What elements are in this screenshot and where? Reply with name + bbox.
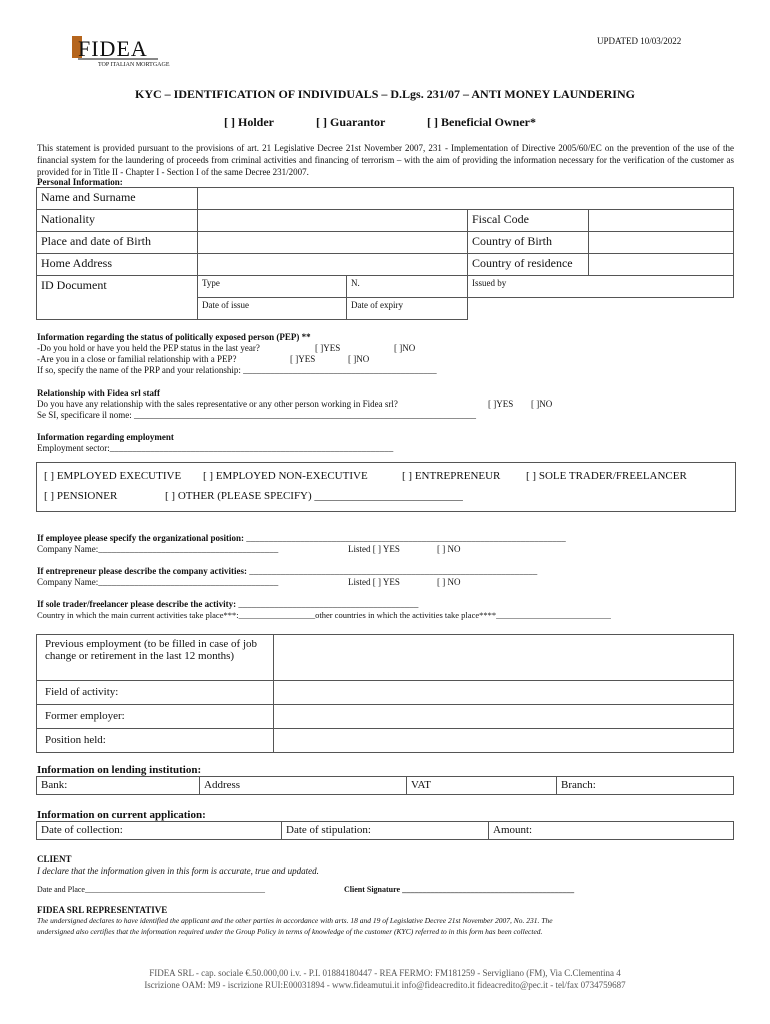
amount-field[interactable] (489, 822, 734, 840)
option-other[interactable]: [ ] OTHER (PLEASE SPECIFY) ___________________________ (165, 490, 463, 502)
relationship-yes[interactable]: [ ]YES (488, 399, 514, 409)
pep-q2-no[interactable]: [ ]NO (348, 354, 370, 364)
date-expiry-field[interactable] (347, 298, 468, 320)
id-type-field[interactable] (198, 276, 347, 298)
employee-position-line[interactable]: _______________________________________________________________________ (246, 533, 566, 543)
rep-heading: FIDEA SRL REPRESENTATIVE (37, 905, 168, 915)
lending-heading: Information on lending institution: (37, 764, 202, 776)
option-entrepreneur[interactable]: [ ] ENTREPRENEUR (402, 470, 501, 482)
address-field[interactable] (198, 254, 468, 276)
branch-label: Branch: (561, 779, 596, 791)
nationality-label: Nationality (37, 210, 198, 232)
former-employer-field[interactable] (274, 705, 734, 729)
footer-line-1: FIDEA SRL - cap. sociale €.50.000,00 i.v. - P.I. 01884180447 - REA FERMO: FM181259 - Servigliano (FM), Via C.Clementina 4 (149, 968, 621, 978)
id-doc-label: ID Document (37, 276, 198, 320)
previous-label: Previous employment (to be filled in case of job change or retirement in the last 12 months) (37, 635, 274, 681)
position-held-label: Position held: (37, 729, 274, 753)
pep-q2: -Are you in a close or familial relationship with a PEP? (37, 354, 237, 364)
address-label: Home Address (37, 254, 198, 276)
application-table (36, 821, 734, 840)
stipulation-label: Date of stipulation: (286, 824, 371, 836)
pep-q1: -Do you hold or have you held the PEP status in the last year? (37, 343, 260, 353)
id-number-field[interactable] (347, 276, 468, 298)
date-issue-field[interactable] (198, 298, 347, 320)
entrepreneur-heading: If entrepreneur please describe the company activities: (37, 566, 247, 576)
field-activity-label: Field of activity: (37, 681, 274, 705)
role-holder[interactable]: [ ] Holder (224, 115, 274, 129)
page-title: KYC – IDENTIFICATION OF INDIVIDUALS – D.Lgs. 231/07 – ANTI MONEY LAUNDERING (135, 87, 635, 101)
relationship-specify[interactable]: Se SI, specificare il nome: ____________________________________________________________________________ (37, 410, 476, 420)
country-res-field[interactable] (589, 254, 734, 276)
employee-heading: If employee please specify the organizational position: (37, 533, 244, 543)
fidea-logo (72, 34, 170, 68)
role-guarantor[interactable]: [ ] Guarantor (316, 115, 386, 129)
vat-label: VAT (411, 779, 431, 791)
branch-field[interactable] (557, 777, 734, 795)
rep-text-1: The undersigned declares to have identified the applicant and the other parties in accordance with arts. 18 and 19 of Legislative Decree 21st November 2007, No. 231. The (37, 916, 553, 925)
position-held-field[interactable] (274, 729, 734, 753)
employment-sector[interactable]: Employment sector:_______________________________________________________________ (37, 443, 394, 453)
employment-heading: Information regarding employment (37, 432, 174, 442)
employee-company[interactable]: Company Name:________________________________________ (37, 544, 279, 554)
id-number-label: N. (351, 278, 360, 288)
footer-line-2: Iscrizione OAM: M9 - iscrizione RUI:E00031894 - www.fideamutui.it info@fideacredito.it fideacredito@pec.it - tel/fax 0734759687 (144, 980, 626, 990)
fiscal-field[interactable] (589, 210, 734, 232)
country-birth-label: Country of Birth (468, 232, 589, 254)
name-label: Name and Surname (37, 188, 198, 210)
client-heading: CLIENT (37, 854, 72, 864)
role-beneficial-owner[interactable]: [ ] Beneficial Owner* (427, 115, 536, 129)
sole-heading: If sole trader/freelancer please describe the activity: (37, 599, 237, 609)
previous-employment-table (36, 634, 734, 753)
fiscal-label: Fiscal Code (468, 210, 589, 232)
sole-activity-line[interactable]: ________________________________________ (238, 599, 419, 609)
option-employed-non-executive[interactable]: [ ] EMPLOYED NON-EXECUTIVE (203, 470, 368, 482)
name-field[interactable] (198, 188, 734, 210)
entrepreneur-company[interactable]: Company Name:________________________________________ (37, 577, 279, 587)
client-declaration: I declare that the information given in this form is accurate, true and updated. (37, 866, 319, 876)
birth-label: Place and date of Birth (37, 232, 198, 254)
collection-label: Date of collection: (41, 824, 123, 836)
vat-field[interactable] (407, 777, 557, 795)
pep-q1-yes[interactable]: [ ]YES (315, 343, 341, 353)
address-lending-field[interactable] (200, 777, 407, 795)
entrepreneur-listed-no[interactable]: [ ] NO (437, 577, 461, 587)
collection-field[interactable] (37, 822, 282, 840)
personal-table (36, 187, 734, 320)
field-activity-field[interactable] (274, 681, 734, 705)
country-res-label: Country of residence (468, 254, 589, 276)
pep-q1-no[interactable]: [ ]NO (394, 343, 416, 353)
client-signature[interactable]: Client Signature ___________________________________________ (344, 885, 575, 894)
country-birth-field[interactable] (589, 232, 734, 254)
updated-date: UPDATED 10/03/2022 (597, 36, 682, 46)
former-employer-label: Former employer: (37, 705, 274, 729)
relationship-heading: Relationship with Fidea srl staff (37, 388, 161, 398)
bank-label: Bank: (41, 779, 68, 791)
svg-text:TOP ITALIAN MORTGAGE: TOP ITALIAN MORTGAGE (98, 62, 170, 68)
address-lending-label: Address (204, 779, 241, 791)
date-expiry-label: Date of expiry (351, 300, 403, 310)
entrepreneur-activity-line[interactable]: ________________________________________________________________ (249, 566, 538, 576)
pep-q3[interactable]: If so, specify the name of the PRP and your relationship: ___________________________________________ (37, 365, 437, 375)
personal-heading: Personal Information: (37, 177, 123, 187)
nationality-field[interactable] (198, 210, 468, 232)
pep-q2-yes[interactable]: [ ]YES (290, 354, 316, 364)
issued-by-field[interactable] (468, 276, 734, 298)
sole-country[interactable]: Country in which the main current activities take place***:__________________other countries in which the activities take place****___________________________ (37, 610, 611, 620)
lending-table (36, 776, 734, 795)
option-pensioner[interactable]: [ ] PENSIONER (44, 490, 118, 502)
pep-heading: Information regarding the status of politically exposed person (PEP) ** (37, 332, 311, 342)
employment-options-box (36, 462, 736, 512)
entrepreneur-listed-yes[interactable]: Listed [ ] YES (348, 577, 400, 587)
option-employed-executive[interactable]: [ ] EMPLOYED EXECUTIVE (44, 470, 182, 482)
relationship-q: Do you have any relationship with the sales representative or any other person working in Fidea srl? (37, 399, 398, 409)
client-date-place[interactable]: Date and Place_____________________________________________ (37, 885, 265, 894)
date-issue-label: Date of issue (202, 300, 249, 310)
rep-text-2: undersigned also certifies that the information required under the Group Policy in terms of knowledge of the customer (KYC) referred to in this form has been collected. (37, 927, 543, 936)
birth-field[interactable] (198, 232, 468, 254)
previous-field[interactable] (274, 635, 734, 681)
id-type-label: Type (202, 278, 220, 288)
svg-text:FIDEA: FIDEA (78, 36, 148, 61)
application-heading: Information on current application: (37, 809, 206, 821)
intro-text: This statement is provided pursuant to the provisions of art. 21 Legislative Decree 21st November 2007, 231 - Implementation of Directive 2005/60/EC on the prevention of the use of the financial system for the laundering of proceeds from criminal activities and financing of terrorism – with the aim of providing the information necessary for the verification of the customer as provided for in Title II - Chapter I - Section I of the same Decree 231/2007. (37, 143, 734, 177)
employee-listed-no[interactable]: [ ] NO (437, 544, 461, 554)
amount-label: Amount: (493, 824, 533, 836)
employee-listed-yes[interactable]: Listed [ ] YES (348, 544, 400, 554)
stipulation-field[interactable] (282, 822, 489, 840)
option-sole-trader[interactable]: [ ] SOLE TRADER/FREELANCER (526, 470, 687, 482)
issued-by-label: Issued by (472, 278, 507, 288)
relationship-no[interactable]: [ ]NO (531, 399, 553, 409)
bank-field[interactable] (37, 777, 200, 795)
